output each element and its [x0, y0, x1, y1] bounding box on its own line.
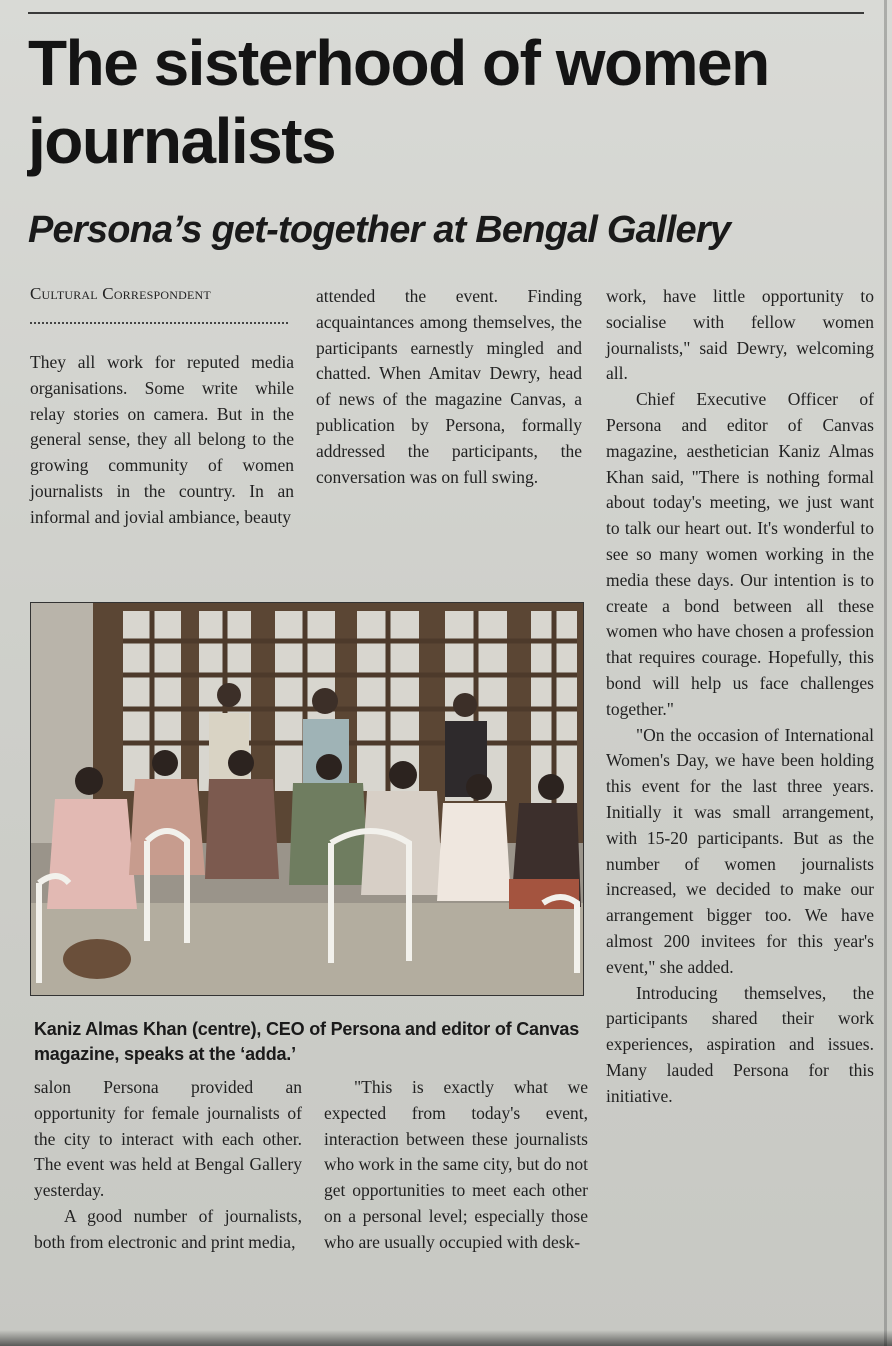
subheadline: Persona’s get-together at Bengal Gallery: [28, 209, 731, 251]
event-photo-illustration: [31, 603, 583, 995]
paragraph: They all work for reputed media organisations. Some write while relay stories on camera. But in the general sense, they all belong to the growing community of women journalists in the country. In an informal and jovial ambiance, beauty: [30, 352, 294, 527]
paragraph: "On the occasion of International Women's Day, we have been holding this event for the last three years. Initially it was small arrangement, with 15-20 participants. But as the number of women journalists increased, we decided to make our arrangement bigger too. We have almost 200 invitees for this year's event," she added.: [606, 724, 874, 977]
article-column-2-bottom: [324, 1075, 588, 1256]
paragraph: attended the event. Finding acquaintances among themselves, the participants earnestly mingled and chatted. When Amitav Dewry, head of news of the magazine Canvas, a publication by Persona, formally addressed the participants, the conversation was on full swing.: [316, 286, 582, 487]
paragraph: work, have little opportunity to socialise with fellow women journalists," said Dewry, welcoming all.: [606, 286, 874, 384]
article-column-2-top: [316, 284, 582, 490]
page-edge: [884, 0, 887, 1346]
event-photo: [30, 602, 584, 996]
photo-caption: Kaniz Almas Khan (centre), CEO of Persona and editor of Canvas magazine, speaks at the ‘adda.’: [34, 1019, 580, 1064]
paragraph: salon Persona provided an opportunity for female journalists of the city to interact with each other. The event was held at Bengal Gallery yesterday.: [34, 1077, 302, 1201]
article-column-1-bottom: [34, 1075, 302, 1256]
page-bottom-shadow: [0, 1330, 892, 1346]
paragraph: A good number of journalists, both from electronic and print media,: [34, 1205, 302, 1252]
byline: Cultural Correspondent: [30, 284, 211, 303]
paragraph: "This is exactly what we expected from today's event, interaction between these journalists who work in the same city, but do not get opportunities to meet each other on a personal level; especially those who are usually occupied with desk-: [324, 1077, 588, 1252]
paragraph: Introducing themselves, the participants shared their work experiences, aspiration and issues. Many lauded Persona for this initiative.: [606, 982, 874, 1106]
byline-divider: [30, 322, 288, 324]
paragraph: Chief Executive Officer of Persona and editor of Canvas magazine, aesthetician Kaniz Almas Khan said, "There is nothing formal about today's meeting, we just want to talk our heart out. It's wonderful to see so many women working in the media these days. Our intention is to create a bond between all these women who have chosen a profession that requires courage. Hopefully, this bond will help us face challenges together.": [606, 389, 874, 719]
headline: The sisterhood of women journalists: [28, 27, 769, 177]
article-column-3: [606, 284, 874, 1110]
article-column-1-top: [30, 350, 294, 531]
top-rule: [28, 12, 864, 14]
